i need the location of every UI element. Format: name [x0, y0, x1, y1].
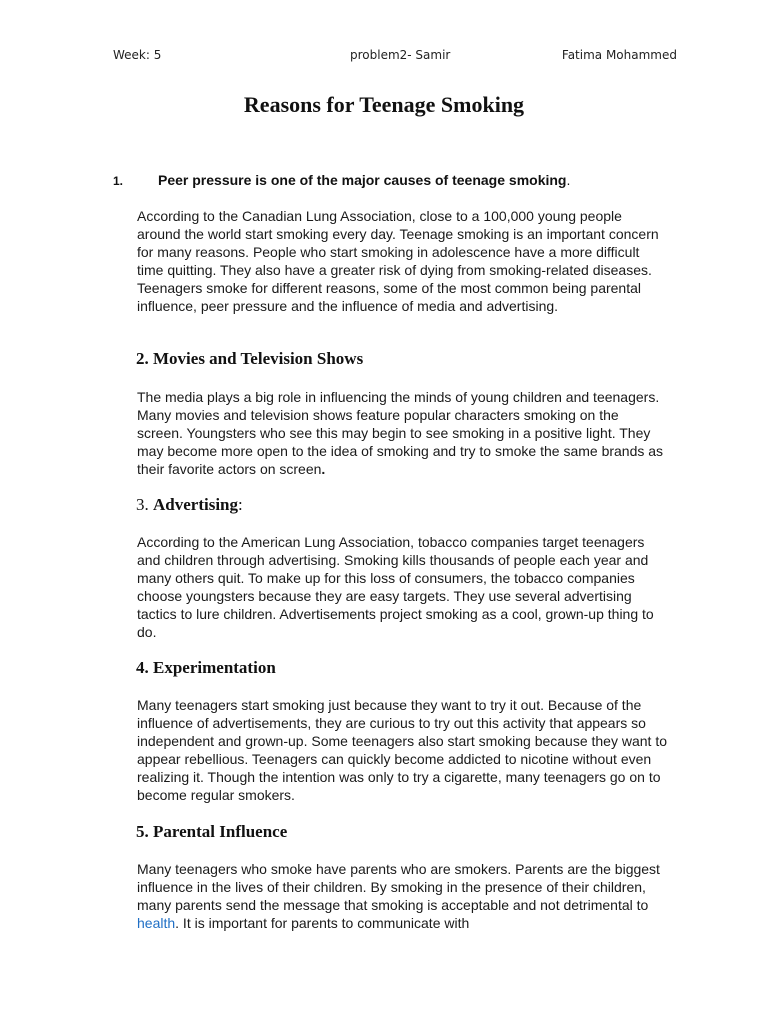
item-number: 1.	[113, 174, 124, 188]
parental-paragraph: Many teenagers who smoke have parents who are smokers. Parents are the biggest influence in the lives of their children. By smoking in the presence of their children, many parents send the message that smoking is acceptable and not detrimental to health. It is important for parents to communicate with	[137, 861, 660, 932]
health-link[interactable]: health	[137, 915, 176, 932]
section-number: 3.	[136, 495, 149, 514]
header-week: Week: 5	[113, 48, 162, 62]
section-heading-experimentation	[136, 658, 276, 678]
page-header	[113, 48, 677, 66]
movies-paragraph: The media plays a big role in influencing the minds of young children and teenagers. Many movies and television shows feature popular characters smoking on the screen. Youngsters who see this may begin to see smoking in a positive light. They may become more open to the idea of smoking and try to smoke the same brands as their favorite actors on screen.	[137, 389, 664, 478]
section-heading-movies	[136, 349, 363, 369]
section-title: Advertising	[153, 495, 238, 514]
section-number: 5.	[136, 822, 149, 841]
intro-paragraph: According to the Canadian Lung Association, close to a 100,000 young people around the world start smoking every day. Teenage smoking is an important concern for many reasons. People who start smoking in adolescence have a more difficult time quitting. They also have a greater risk of dying from smoking-related diseases. Teenagers smoke for different reasons, some of the most common being parental influence, peer pressure and the influence of media and advertising.	[137, 208, 659, 315]
item-text: Peer pressure is one of the major causes of teenage smoking.	[158, 172, 571, 188]
header-author: Fatima Mohammed	[561, 48, 677, 62]
header-problem: problem2- Samir	[350, 48, 451, 62]
section-number: 2.	[136, 349, 149, 368]
section-title: Experimentation	[153, 658, 276, 677]
section-number: 4.	[136, 658, 149, 677]
section-title: Parental Influence	[153, 822, 288, 841]
advertising-paragraph: According to the American Lung Association, tobacco companies target teenagers and children through advertising. Smoking kills thousands of people each year and many others quit. To make up for this loss of consumers, the tobacco companies choose youngsters because they are easy targets. They use several advertising tactics to lure children. Advertisements project smoking as a cool, grown-up thing to do.	[137, 534, 654, 641]
section-heading-advertising: 3. Advertising:	[136, 495, 243, 514]
section-heading-parental	[136, 822, 287, 842]
section-title: Movies and Television Shows	[153, 349, 364, 368]
document-title: Reasons for Teenage Smoking	[243, 92, 525, 117]
experimentation-paragraph: Many teenagers start smoking just because they want to try it out. Because of the influence of advertisements, they are curious to try out this activity that appears so independent and grown-up. Some teenagers also start smoking because they want to appear rebellious. Teenagers can quickly become addicted to nicotine without even realizing it. Though the intention was only to try a cigarette, many teenagers go on to become regular smokers.	[137, 697, 667, 804]
